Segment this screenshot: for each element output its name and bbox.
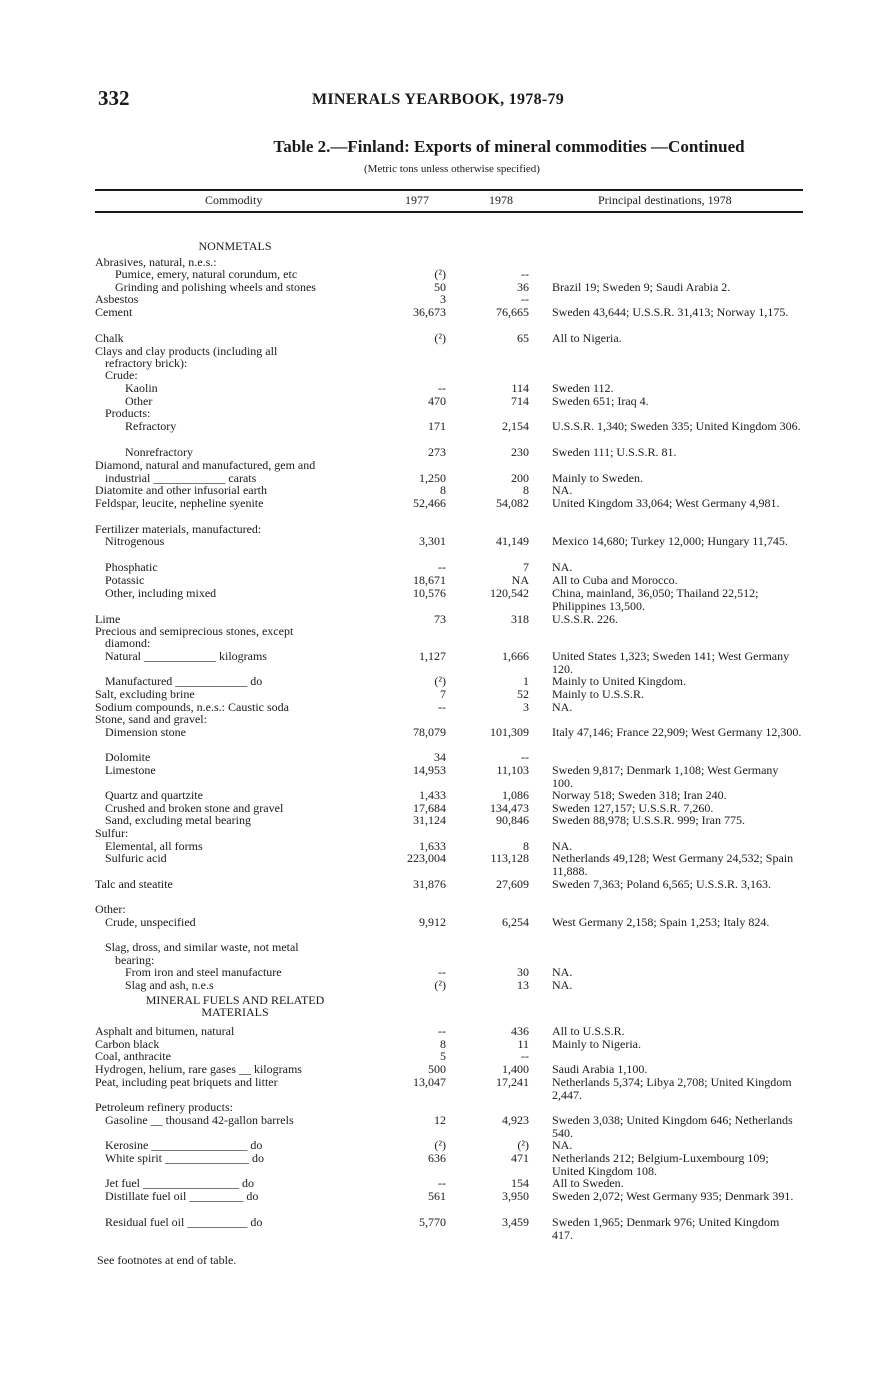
- commodity-cell: [95, 1216, 370, 1229]
- commodity-label: Other, including mixed: [105, 586, 217, 600]
- commodity-cell: [95, 814, 370, 827]
- commodity-label: Pumice, emery, natural corundum, etc: [115, 267, 298, 281]
- commodity-cell: [95, 484, 370, 497]
- value-1978: --: [521, 267, 529, 281]
- value-1978: 11,103: [496, 763, 529, 777]
- section-title: MATERIALS: [201, 1005, 269, 1019]
- value-1978: 154: [511, 1176, 529, 1190]
- commodity-cell: [95, 827, 370, 840]
- commodity-cell: [95, 751, 370, 764]
- commodity-label: Sand, excluding metal bearing: [105, 813, 251, 827]
- commodity-cell: [95, 852, 370, 865]
- value-1978: 1,400: [502, 1062, 529, 1076]
- destinations-cell: All to U.S.S.R.: [552, 1024, 625, 1038]
- section-title: MINERAL FUELS AND RELATED: [145, 993, 325, 1007]
- commodity-label: Carbon black: [95, 1037, 160, 1051]
- header-1977: 1977: [405, 193, 429, 207]
- destinations-cell: Netherlands 212; Belgium-Luxembourg 109; United Kingdom 108.: [552, 1151, 769, 1178]
- value-1977: 31,876: [413, 877, 446, 891]
- value-1977: 5: [440, 1049, 446, 1063]
- commodity-cell: [95, 726, 370, 739]
- commodity-label: Feldspar, leucite, nepheline syenite: [95, 496, 264, 510]
- page-number: 332: [98, 86, 130, 110]
- value-1978: NA: [511, 573, 529, 587]
- value-1977: 3: [440, 292, 446, 306]
- commodity-cell: [95, 1190, 370, 1203]
- running-head: MINERALS YEARBOOK, 1978-79: [312, 91, 565, 108]
- commodity-cell: [95, 268, 370, 281]
- value-1977: 3,301: [419, 534, 446, 548]
- value-1977: (²): [434, 1138, 446, 1152]
- destinations-cell: Mainly to Sweden.: [552, 471, 643, 485]
- value-1977: 5,770: [419, 1215, 446, 1229]
- commodity-label: Slag and ash, n.e.s: [125, 978, 214, 992]
- value-1977: 31,124: [413, 813, 446, 827]
- commodity-label: Gasoline __ thousand 42-gallon barrels: [105, 1113, 294, 1127]
- value-1978: 101,309: [490, 725, 529, 739]
- commodity-cell: [95, 941, 370, 954]
- value-1978: --: [521, 1049, 529, 1063]
- commodity-cell: [95, 1101, 370, 1114]
- value-1978: 230: [511, 445, 529, 459]
- value-1978: 17,241: [496, 1075, 529, 1089]
- commodity-label: Dimension stone: [105, 725, 186, 739]
- commodity-cell: [95, 650, 370, 663]
- value-1978: 200: [511, 471, 529, 485]
- value-1978: 318: [511, 612, 529, 626]
- value-1977: (²): [434, 674, 446, 688]
- commodity-label: Manufactured ____________ do: [105, 674, 263, 688]
- commodity-label: Fertilizer materials, manufactured:: [95, 522, 262, 536]
- commodity-label: Residual fuel oil __________ do: [105, 1215, 263, 1229]
- commodity-cell: [95, 535, 370, 548]
- commodity-label: Dolomite: [105, 750, 151, 764]
- value-1977: --: [438, 560, 446, 574]
- commodity-label: Diamond, natural and manufactured, gem and: [95, 458, 316, 472]
- value-1978: 76,665: [496, 305, 529, 319]
- commodity-label: Crude:: [105, 368, 138, 382]
- value-1977: --: [438, 700, 446, 714]
- commodity-cell: [95, 979, 370, 992]
- value-1977: 12: [434, 1113, 446, 1127]
- commodity-cell: [95, 574, 370, 587]
- commodity-label: Lime: [95, 612, 121, 626]
- commodity-cell: [95, 878, 370, 891]
- destinations-cell: Sweden 651; Iraq 4.: [552, 394, 649, 408]
- value-1978: --: [521, 292, 529, 306]
- destinations-cell: Sweden 127,157; U.S.S.R. 7,260.: [552, 801, 714, 815]
- commodity-cell: [95, 1050, 370, 1063]
- value-1977: 7: [440, 687, 446, 701]
- header-commodity: Commodity: [205, 193, 263, 207]
- value-1978: 6,254: [502, 915, 529, 929]
- commodity-label: Nonrefractory: [125, 445, 193, 459]
- commodity-label: Kerosine ________________ do: [105, 1138, 263, 1152]
- value-1977: --: [438, 965, 446, 979]
- commodity-cell: [95, 789, 370, 802]
- value-1978: (²): [517, 1138, 529, 1152]
- value-1978: 54,082: [496, 496, 529, 510]
- table-title: Table 2.—Finland: Exports of mineral commodities —Continued: [273, 137, 745, 156]
- value-1977: --: [438, 1176, 446, 1190]
- value-1978: 65: [517, 331, 529, 345]
- commodity-label: Products:: [105, 406, 151, 420]
- value-1977: (²): [434, 978, 446, 992]
- value-1978: 41,149: [496, 534, 529, 548]
- commodity-label: Jet fuel ________________ do: [105, 1176, 254, 1190]
- commodity-cell: [95, 903, 370, 916]
- commodity-label: Potassic: [105, 573, 145, 587]
- commodity-label: Clays and clay products (including all: [95, 344, 278, 358]
- commodity-label: Coal, anthracite: [95, 1049, 171, 1063]
- destinations-cell: NA.: [552, 978, 573, 992]
- destinations-cell: Sweden 3,038; United Kingdom 646; Netherlands 540.: [552, 1113, 793, 1140]
- destinations-cell: Norway 518; Sweden 318; Iran 240.: [552, 788, 727, 802]
- commodity-label: Chalk: [95, 331, 124, 345]
- commodity-cell: [95, 497, 370, 510]
- value-1977: (²): [434, 331, 446, 345]
- value-1978: 13: [517, 978, 529, 992]
- value-1978: 90,846: [496, 813, 529, 827]
- destinations-cell: West Germany 2,158; Spain 1,253; Italy 824.: [552, 915, 770, 929]
- destinations-cell: Sweden 88,978; U.S.S.R. 999; Iran 775.: [552, 813, 745, 827]
- value-1978: 8: [523, 839, 529, 853]
- commodity-label: Sulfuric acid: [105, 851, 167, 865]
- destinations-cell: U.S.S.R. 226.: [552, 612, 619, 626]
- commodity-label: Petroleum refinery products:: [95, 1100, 233, 1114]
- destinations-cell: NA.: [552, 965, 573, 979]
- value-1977: 78,079: [413, 725, 446, 739]
- commodity-cell: [95, 407, 370, 420]
- commodity-label: Peat, including peat briquets and litter: [95, 1075, 278, 1089]
- destinations-cell: Sweden 112.: [552, 381, 614, 395]
- commodity-label: Limestone: [105, 763, 156, 777]
- value-1978: 3,950: [502, 1189, 529, 1203]
- commodity-cell: [95, 1139, 370, 1152]
- destinations-cell: Netherlands 5,374; Libya 2,708; United Kingdom 2,447.: [552, 1075, 792, 1102]
- value-1977: 1,433: [419, 788, 446, 802]
- destinations-cell: All to Cuba and Morocco.: [552, 573, 678, 587]
- commodity-cell: [95, 1063, 370, 1076]
- commodity-label: industrial ____________ carats: [105, 471, 257, 485]
- header-rule: [95, 211, 803, 213]
- destinations-cell: NA.: [552, 1138, 573, 1152]
- commodity-cell: [95, 1076, 370, 1089]
- commodity-cell: [95, 688, 370, 701]
- commodity-cell: [95, 446, 370, 459]
- destinations-cell: Sweden 111; U.S.S.R. 81.: [552, 445, 677, 459]
- value-1977: 13,047: [413, 1075, 446, 1089]
- commodity-label: White spirit ______________ do: [105, 1151, 264, 1165]
- commodity-label: Refractory: [125, 419, 177, 433]
- commodity-cell: [95, 587, 370, 600]
- commodity-cell: [95, 916, 370, 929]
- destinations-cell: United Kingdom 33,064; West Germany 4,981.: [552, 496, 780, 510]
- destinations-cell: Sweden 43,644; U.S.S.R. 31,413; Norway 1,175.: [552, 305, 789, 319]
- value-1978: 471: [511, 1151, 529, 1165]
- commodity-label: Crushed and broken stone and gravel: [105, 801, 284, 815]
- destinations-cell: Saudi Arabia 1,100.: [552, 1062, 648, 1076]
- destinations-cell: NA.: [552, 483, 573, 497]
- commodity-label: Precious and semiprecious stones, except: [95, 624, 294, 638]
- value-1977: 8: [440, 1037, 446, 1051]
- section-title: NONMETALS: [198, 239, 272, 253]
- value-1978: 52: [517, 687, 529, 701]
- commodity-label: bearing:: [115, 953, 155, 967]
- commodity-label: Nitrogenous: [105, 534, 165, 548]
- value-1977: 18,671: [413, 573, 446, 587]
- commodity-cell: [95, 306, 370, 319]
- value-1977: 8: [440, 483, 446, 497]
- commodity-label: Elemental, all forms: [105, 839, 203, 853]
- commodity-label: Stone, sand and gravel:: [95, 712, 207, 726]
- commodity-cell: [95, 637, 370, 650]
- commodity-cell: [95, 713, 370, 726]
- value-1977: 36,673: [413, 305, 446, 319]
- value-1978: 1,086: [502, 788, 529, 802]
- commodity-cell: [95, 459, 370, 472]
- commodity-label: Talc and steatite: [95, 877, 173, 891]
- value-1977: 52,466: [413, 496, 446, 510]
- destinations-cell: All to Sweden.: [552, 1176, 624, 1190]
- value-1978: 3: [523, 700, 529, 714]
- value-1978: 36: [517, 280, 529, 294]
- value-1977: 1,127: [419, 649, 446, 663]
- value-1977: 470: [428, 394, 446, 408]
- destinations-cell: Netherlands 49,128; West Germany 24,532; Spain 11,888.: [552, 851, 794, 878]
- commodity-cell: [95, 1114, 370, 1127]
- value-1977: 73: [434, 612, 446, 626]
- commodity-label: diamond:: [105, 636, 151, 650]
- value-1978: 11: [517, 1037, 529, 1051]
- value-1978: 114: [511, 381, 529, 395]
- destinations-cell: All to Nigeria.: [552, 331, 622, 345]
- commodity-cell: [95, 293, 370, 306]
- value-1978: 1,666: [502, 649, 529, 663]
- commodity-label: Other: [125, 394, 153, 408]
- destinations-cell: Sweden 7,363; Poland 6,565; U.S.S.R. 3,163.: [552, 877, 772, 891]
- header-1978: 1978: [489, 193, 513, 207]
- value-1978: 3,459: [502, 1215, 529, 1229]
- value-1977: 50: [434, 280, 446, 294]
- commodity-cell: [95, 382, 370, 395]
- value-1978: 1: [523, 674, 529, 688]
- commodity-label: Distillate fuel oil _________ do: [105, 1189, 259, 1203]
- commodity-cell: [95, 1152, 370, 1165]
- commodity-cell: [95, 675, 370, 688]
- commodity-label: Abrasives, natural, n.e.s.:: [95, 255, 217, 269]
- commodity-cell: [95, 764, 370, 777]
- destinations-cell: Mainly to Nigeria.: [552, 1037, 641, 1051]
- commodity-label: Sulfur:: [95, 826, 129, 840]
- value-1977: 1,250: [419, 471, 446, 485]
- table-subtitle-wrap: [0, 163, 876, 175]
- commodity-cell: [95, 369, 370, 382]
- commodity-label: Phosphatic: [105, 560, 158, 574]
- destinations-cell: United States 1,323; Sweden 141; West Germany 120.: [552, 649, 790, 676]
- value-1977: 636: [428, 1151, 446, 1165]
- value-1978: 436: [511, 1024, 529, 1038]
- destinations-cell: U.S.S.R. 1,340; Sweden 335; United Kingdom 306.: [552, 419, 801, 433]
- commodity-label: From iron and steel manufacture: [125, 965, 282, 979]
- table-subtitle: (Metric tons unless otherwise specified): [364, 163, 540, 175]
- value-1977: 223,004: [407, 851, 446, 865]
- destinations-cell: NA.: [552, 560, 573, 574]
- commodity-cell: [95, 332, 370, 345]
- value-1978: 714: [511, 394, 529, 408]
- table-title-wrap: [0, 137, 876, 157]
- value-1978: 120,542: [490, 586, 529, 600]
- commodity-label: Natural ____________ kilograms: [105, 649, 267, 663]
- commodity-label: Grinding and polishing wheels and stones: [115, 280, 316, 294]
- destinations-cell: Italy 47,146; France 22,909; West Germany 12,300.: [552, 725, 802, 739]
- destinations-cell: China, mainland, 36,050; Thailand 22,512; Philippines 13,500.: [552, 586, 759, 613]
- value-1977: 17,684: [413, 801, 446, 815]
- top-rule: [95, 189, 803, 191]
- value-1978: 113,128: [490, 851, 529, 865]
- value-1978: --: [521, 750, 529, 764]
- commodity-cell: [95, 561, 370, 574]
- commodity-cell: [95, 420, 370, 433]
- commodity-label: Hydrogen, helium, rare gases __ kilograms: [95, 1062, 302, 1076]
- commodity-label: refractory brick):: [105, 356, 188, 370]
- destinations-cell: Sweden 9,817; Denmark 1,108; West Germany 100.: [552, 763, 779, 790]
- value-1977: 1,633: [419, 839, 446, 853]
- header-destinations: Principal destinations, 1978: [598, 193, 732, 207]
- commodity-cell: [95, 1025, 370, 1038]
- value-1977: 171: [428, 419, 446, 433]
- commodity-label: Cement: [95, 305, 133, 319]
- value-1977: 500: [428, 1062, 446, 1076]
- commodity-label: Asbestos: [95, 292, 139, 306]
- value-1977: 10,576: [413, 586, 446, 600]
- commodity-label: Quartz and quartzite: [105, 788, 203, 802]
- value-1977: 34: [434, 750, 446, 764]
- value-1978: 7: [523, 560, 529, 574]
- commodity-label: Kaolin: [125, 381, 158, 395]
- value-1978: 27,609: [496, 877, 529, 891]
- value-1977: (²): [434, 267, 446, 281]
- destinations-cell: NA.: [552, 839, 573, 853]
- destinations-cell: NA.: [552, 700, 573, 714]
- destinations-cell: Mainly to U.S.S.R.: [552, 687, 645, 701]
- destinations-cell: Mainly to United Kingdom.: [552, 674, 686, 688]
- commodity-cell: [95, 966, 370, 979]
- commodity-label: Asphalt and bitumen, natural: [95, 1024, 235, 1038]
- commodity-label: Sodium compounds, n.e.s.: Caustic soda: [95, 700, 289, 714]
- value-1978: 2,154: [502, 419, 529, 433]
- destinations-cell: Sweden 2,072; West Germany 935; Denmark 391.: [552, 1189, 794, 1203]
- commodity-label: Salt, excluding brine: [95, 687, 195, 701]
- commodity-label: Other:: [95, 902, 126, 916]
- commodity-label: Slag, dross, and similar waste, not metal: [105, 940, 299, 954]
- value-1978: 8: [523, 483, 529, 497]
- footnote: See footnotes at end of table.: [97, 1253, 237, 1267]
- value-1978: 4,923: [502, 1113, 529, 1127]
- commodity-label: Diatomite and other infusorial earth: [95, 483, 267, 497]
- value-1977: --: [438, 381, 446, 395]
- value-1977: 9,912: [419, 915, 446, 929]
- commodity-label: Crude, unspecified: [105, 915, 196, 929]
- value-1978: 134,473: [490, 801, 529, 815]
- value-1978: 30: [517, 965, 529, 979]
- value-1977: 561: [428, 1189, 446, 1203]
- destinations-cell: Brazil 19; Sweden 9; Saudi Arabia 2.: [552, 280, 731, 294]
- value-1977: 14,953: [413, 763, 446, 777]
- destinations-cell: Sweden 1,965; Denmark 976; United Kingdom 417.: [552, 1215, 780, 1242]
- value-1977: 273: [428, 445, 446, 459]
- value-1977: --: [438, 1024, 446, 1038]
- destinations-cell: Mexico 14,680; Turkey 12,000; Hungary 11,745.: [552, 534, 788, 548]
- commodity-cell: [95, 1177, 370, 1190]
